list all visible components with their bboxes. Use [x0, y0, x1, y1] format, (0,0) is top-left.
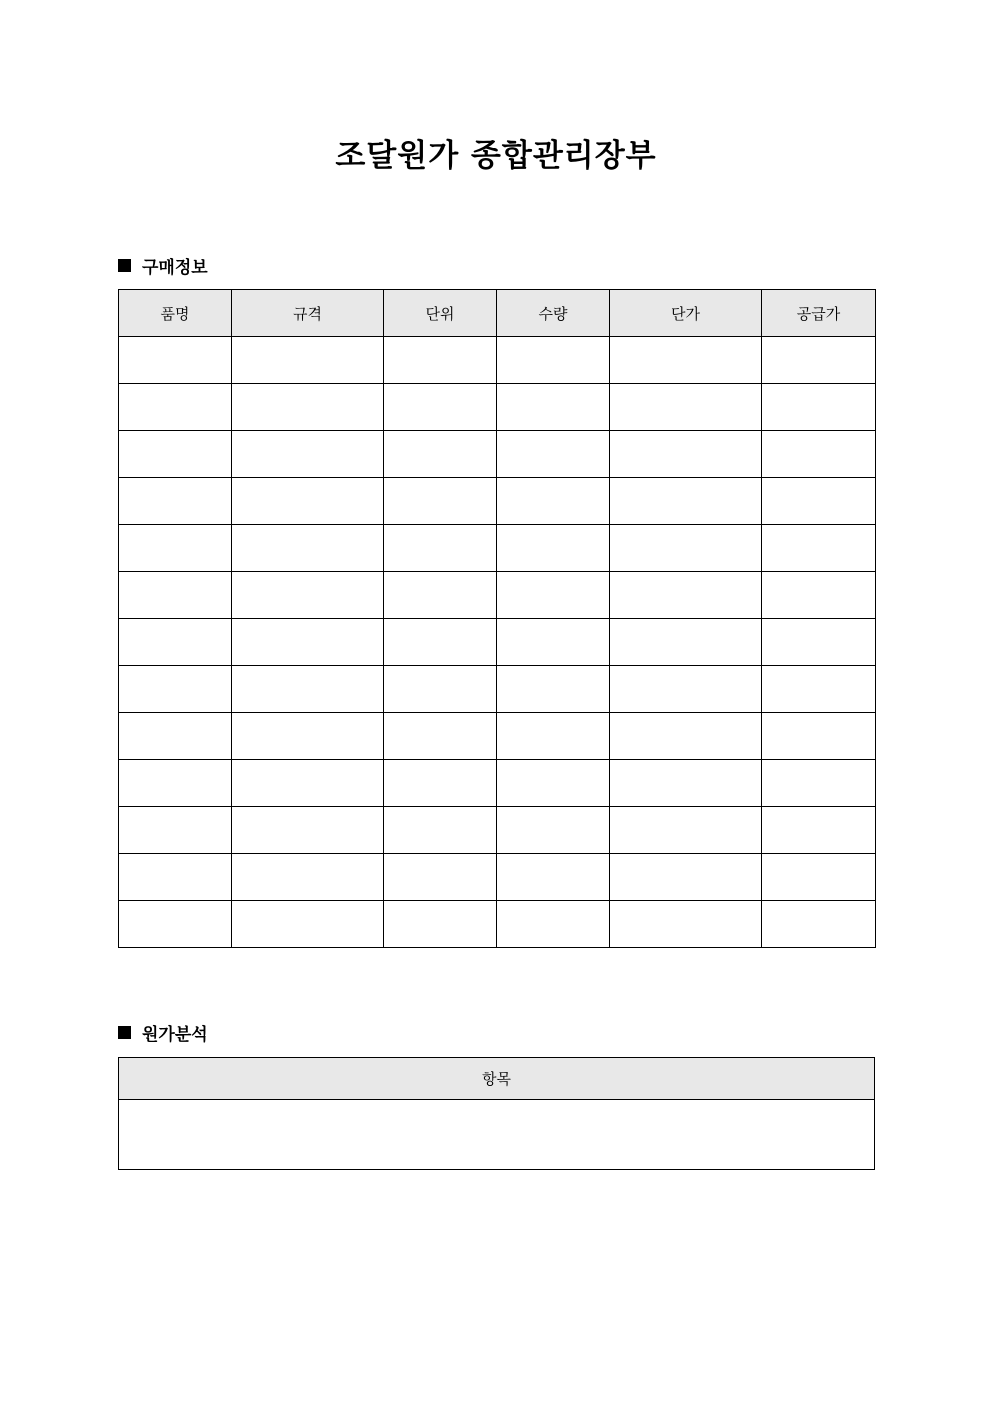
table-cell[interactable] [232, 807, 384, 854]
table-cell[interactable] [119, 478, 232, 525]
table-row [119, 901, 876, 948]
table-cell[interactable] [610, 807, 762, 854]
table-cell[interactable] [762, 384, 876, 431]
table-cell[interactable] [119, 431, 232, 478]
table-cell[interactable] [232, 666, 384, 713]
table-cell[interactable] [384, 807, 497, 854]
table-cell[interactable] [610, 854, 762, 901]
purchase-section-heading [118, 253, 208, 277]
table-cell[interactable] [497, 901, 610, 948]
table-cell[interactable] [232, 572, 384, 619]
table-cell[interactable] [232, 525, 384, 572]
table-cell[interactable] [232, 431, 384, 478]
table-row [119, 431, 876, 478]
table-cell[interactable] [119, 666, 232, 713]
table-cell[interactable] [497, 337, 610, 384]
purchase-section-label: 구매정보 [142, 257, 208, 278]
table-cell[interactable] [610, 478, 762, 525]
purchase-header-row [119, 290, 876, 337]
table-cell[interactable] [762, 760, 876, 807]
table-cell[interactable] [762, 901, 876, 948]
table-cell[interactable] [232, 337, 384, 384]
table-row [119, 572, 876, 619]
table-row [119, 666, 876, 713]
cost-analysis-table [118, 1057, 875, 1170]
table-cell[interactable] [384, 384, 497, 431]
table-cell[interactable] [384, 337, 497, 384]
table-cell[interactable] [232, 478, 384, 525]
table-cell[interactable] [119, 619, 232, 666]
column-header-item: 항목 [119, 1058, 875, 1100]
table-cell[interactable] [384, 478, 497, 525]
table-cell[interactable] [119, 807, 232, 854]
table-cell[interactable] [119, 713, 232, 760]
column-header-supply-price: 공급가 [762, 290, 876, 337]
table-cell[interactable] [232, 854, 384, 901]
table-cell[interactable] [384, 760, 497, 807]
table-cell[interactable] [497, 384, 610, 431]
table-cell[interactable] [384, 854, 497, 901]
table-cell[interactable] [610, 713, 762, 760]
cost-section-heading [118, 1020, 208, 1044]
table-cell[interactable] [762, 572, 876, 619]
table-row [119, 713, 876, 760]
table-cell[interactable] [497, 807, 610, 854]
table-cell[interactable] [232, 760, 384, 807]
table-row [119, 619, 876, 666]
table-cell[interactable] [497, 760, 610, 807]
table-cell[interactable] [497, 431, 610, 478]
table-row [119, 807, 876, 854]
table-cell[interactable] [610, 760, 762, 807]
column-header-spec: 규격 [232, 290, 384, 337]
table-cell[interactable] [497, 525, 610, 572]
table-cell[interactable] [762, 713, 876, 760]
table-cell[interactable] [762, 478, 876, 525]
table-cell[interactable] [384, 619, 497, 666]
table-cell[interactable] [384, 713, 497, 760]
table-row [119, 854, 876, 901]
table-cell[interactable] [610, 431, 762, 478]
table-cell[interactable] [119, 901, 232, 948]
table-row [119, 384, 876, 431]
table-cell[interactable] [762, 619, 876, 666]
square-bullet-icon [118, 1026, 131, 1039]
table-cell[interactable] [384, 572, 497, 619]
table-cell[interactable] [610, 337, 762, 384]
table-cell[interactable] [497, 619, 610, 666]
table-cell[interactable] [119, 760, 232, 807]
table-cell[interactable] [497, 854, 610, 901]
square-bullet-icon [118, 259, 131, 272]
column-header-unit: 단위 [384, 290, 497, 337]
column-header-unit-price: 단가 [610, 290, 762, 337]
table-row [119, 478, 876, 525]
table-cell[interactable] [119, 337, 232, 384]
table-cell[interactable] [610, 666, 762, 713]
table-row [119, 337, 876, 384]
purchase-table [118, 289, 876, 948]
cost-section-label: 원가분석 [142, 1024, 208, 1045]
table-cell[interactable] [497, 478, 610, 525]
table-cell[interactable] [497, 572, 610, 619]
table-cell[interactable] [119, 525, 232, 572]
table-row [119, 760, 876, 807]
table-cell[interactable] [497, 666, 610, 713]
table-cell[interactable] [384, 431, 497, 478]
table-cell[interactable] [384, 525, 497, 572]
table-cell[interactable] [384, 666, 497, 713]
table-cell[interactable] [762, 854, 876, 901]
table-cell[interactable] [232, 619, 384, 666]
table-cell[interactable] [232, 384, 384, 431]
table-cell[interactable] [762, 337, 876, 384]
table-cell[interactable] [232, 713, 384, 760]
table-cell[interactable] [232, 901, 384, 948]
page-title: 조달원가 종합관리장부 [335, 138, 657, 174]
table-cell[interactable] [610, 525, 762, 572]
table-cell[interactable] [119, 384, 232, 431]
cost-header-row [119, 1058, 875, 1100]
table-cell[interactable] [384, 901, 497, 948]
column-header-quantity: 수량 [497, 290, 610, 337]
table-cell[interactable] [762, 431, 876, 478]
table-row [119, 1100, 875, 1170]
table-cell[interactable] [610, 384, 762, 431]
table-cell[interactable] [610, 901, 762, 948]
table-cell[interactable] [119, 572, 232, 619]
table-cell[interactable] [762, 525, 876, 572]
table-cell[interactable] [610, 619, 762, 666]
table-row [119, 525, 876, 572]
table-cell[interactable] [497, 713, 610, 760]
column-header-item-name: 품명 [119, 290, 232, 337]
table-cell[interactable] [119, 854, 232, 901]
table-cell[interactable] [119, 1100, 875, 1170]
table-cell[interactable] [762, 666, 876, 713]
table-cell[interactable] [610, 572, 762, 619]
table-cell[interactable] [762, 807, 876, 854]
